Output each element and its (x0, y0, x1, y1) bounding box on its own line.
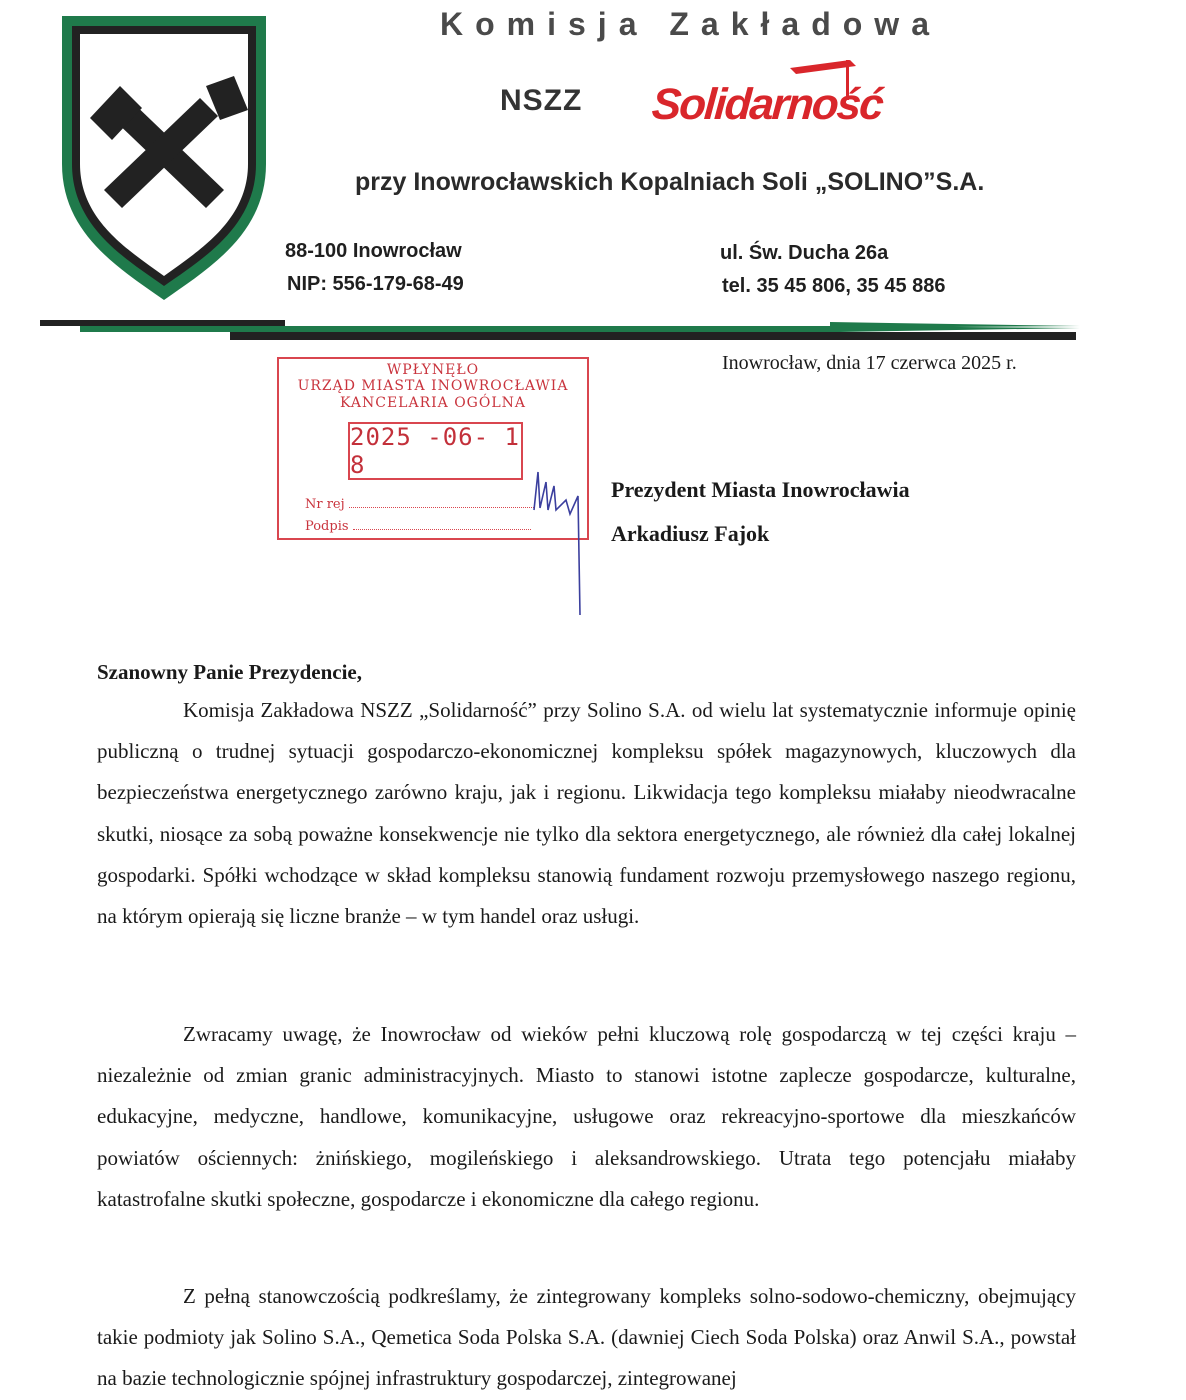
street-address: ul. Św. Ducha 26a (720, 242, 889, 264)
stamp-department: KANCELARIA OGÓLNA (339, 395, 527, 411)
header-divider (40, 318, 1080, 348)
stamp-nr-rej (305, 497, 534, 512)
place-and-date: Inowrocław, dnia 17 czerwca 2025 r. (722, 352, 1017, 374)
stamp-podpis-label: Podpis (305, 519, 349, 534)
stamp-office-name: URZĄD MIASTA INOWROCŁAWIA (297, 378, 569, 394)
org-title: Komisja Zakładowa (440, 6, 941, 42)
solidarnosc-logo-text: Solidarność (650, 80, 884, 129)
company-name: przy Inowrocławskich Kopalniach Soli „SOLINO”S.A. (355, 168, 985, 196)
stamp-podpis (305, 519, 531, 534)
stamp-date: 2025 -06- 1 8 (348, 422, 523, 480)
recipient-title: Prezydent Miasta Inowrocławia (611, 477, 910, 502)
phone-numbers: tel. 35 45 806, 35 45 886 (722, 275, 946, 297)
handwritten-signature (520, 470, 590, 615)
greeting: Szanowny Panie Prezydencie, (97, 660, 363, 684)
paragraph-1: Komisja Zakładowa NSZZ „Solidarność” przy Solino S.A. od wielu lat systematycznie informuje opinię publiczną o trudnej sytuacji gospodarczo-ekonomicznej kompleksu spółek magazynowych, kluczowych dla bezpieczeństwa energetycznego zarówno kraju, jak i regionu. Likwidacja tego kompleksu miałaby nieodwracalne skutki, niosące za sobą poważne konsekwencje nie tylko dla sektora energetycznego, ale również dla całej lokalnej gospodarki. Spółki wchodzące w skład kompleksu stanowią fundament rozwoju przemysłowego naszego regionu, na którym opierają się liczne branże – w tym handel oraz usługi. (97, 698, 1076, 929)
recipient-name: Arkadiusz Fajok (611, 521, 770, 546)
hammer-and-pick-shield-icon (58, 14, 270, 302)
stamp-nr-rej-label: Nr rej (305, 497, 345, 512)
paragraph-3: Z pełną stanowczością podkreślamy, że zintegrowany kompleks solno-sodowo-chemiczny, obejmujący takie podmioty jak Solino S.A., Qemetica Soda Polska S.A. (dawniej Ciech Soda Polska) oraz Anwil S.A., powstał na bazie technologicznie spójnej infrastruktury gospodarczej, zintegrowanej (97, 1284, 1076, 1391)
union-abbreviation: NSZZ (500, 84, 583, 117)
stamp-received-label: WPŁYNĘŁO (386, 362, 480, 378)
postal-city: 88-100 Inowrocław (285, 240, 462, 262)
nip-number: NIP: 556-179-68-49 (287, 273, 464, 295)
paragraph-2: Zwracamy uwagę, że Inowrocław od wieków pełni kluczową rolę gospodarczą w tej części kraju – niezależnie od zmian granic administracyjnych. Miasto to stanowi istotne zaplecze gospodarcze, kulturalne, edukacyjne, medyczne, handlowe, komunikacyjne, usługowe oraz rekreacyjno-sportowe dla mieszkańców powiatów ościennych: żnińskiego, mogileńskiego i aleksandrowskiego. Utrata tego potencjału miałaby katastrofalne skutki społeczne, gospodarcze i ekonomiczne dla całego regionu. (97, 1022, 1076, 1211)
